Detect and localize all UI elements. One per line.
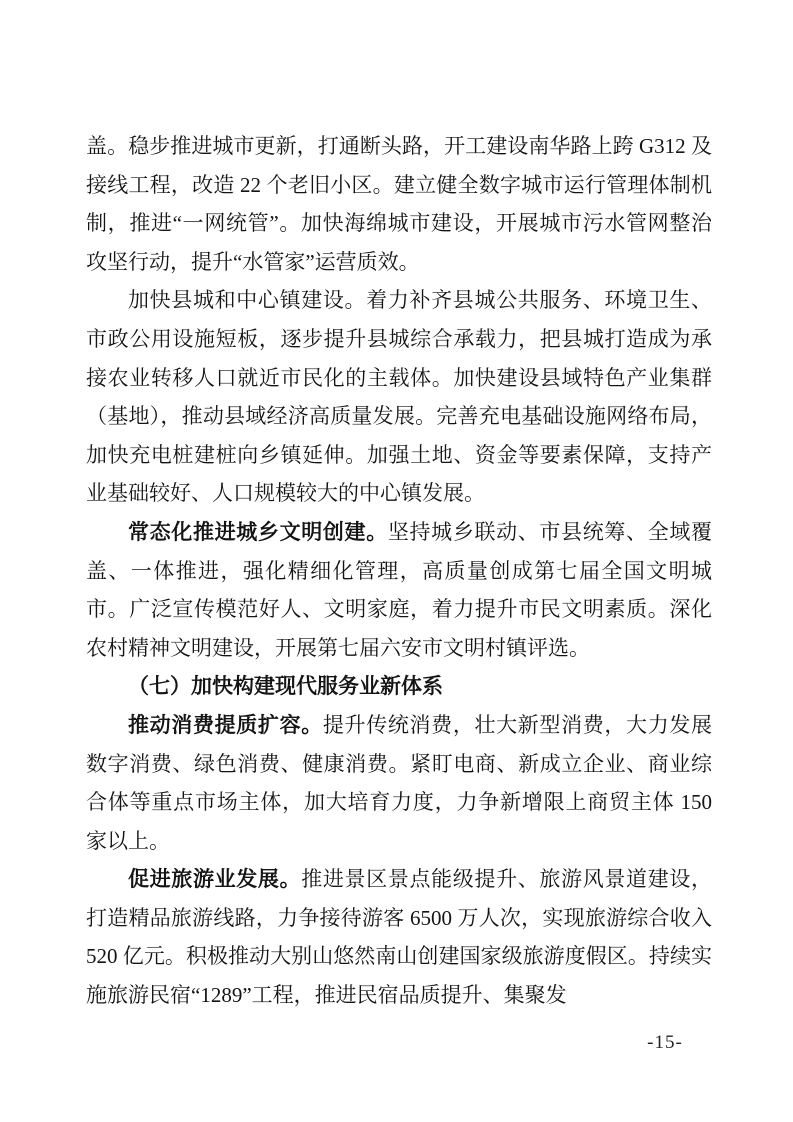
paragraph [86, 281, 712, 513]
paragraph-lead: 推动消费提质扩容。 [128, 712, 323, 737]
paragraph-lead: 常态化推进城乡文明创建。 [128, 519, 388, 544]
paragraph [86, 706, 712, 860]
paragraph-text: 推进景区景点能级提升、旅游风景道建设，打造精品旅游线路，力争接待游客 6500 万人次，实现旅游综合收入 520 亿元。积极推动大别山悠然南山创建国家级旅游度假区。持续实施旅游民宿“1289”工程，推进民宿品质提升、集聚发 [86, 867, 713, 1008]
paragraph-text: 提升传统消费，壮大新型消费，大力发展数字消费、绿色消费、健康消费。紧盯电商、新成立企业、商业综合体等重点市场主体，加大培育力度，力争新增限上商贸主体 150 家以上。 [86, 712, 713, 853]
paragraph-text: 坚持城乡联动、市县统筹、全域覆盖、一体推进，强化精细化管理，高质量创成第七届全国文明城市。广泛宣传模范好人、文明家庭，着力提升市民文明素质。深化农村精神文明建设，开展第七届六安市文明村镇评选。 [86, 519, 713, 660]
paragraph-text: 加快县城和中心镇建设。着力补齐县城公共服务、环境卫生、市政公用设施短板，逐步提升县城综合承载力，把县城打造成为承接农业转移人口就近市民化的主载体。加快建设县域特色产业集群（基地），推动县域经济高质量发展。完善充电基础设施网络布局，加快充电桩建桩向乡镇延伸。加强土地、资金等要素保障，支持产业基础较好、人口规模较大的中心镇发展。 [86, 288, 712, 506]
paragraph-text: 盖。稳步推进城市更新，打通断头路，开工建设南华路上跨 G312 及接线工程，改造 22 个老旧小区。建立健全数字城市运行管理体制机制，推进“一网统管”。加快海绵城市建设，开展城市污水管网整治攻坚行动，提升“水管家”运营质效。 [86, 134, 712, 274]
paragraph [86, 513, 712, 667]
body-text [86, 127, 712, 1015]
paragraph [86, 127, 712, 281]
page-number: -15- [647, 1032, 683, 1053]
section-heading-text: （七）加快构建现代服务业新体系 [128, 674, 443, 699]
section-heading [86, 667, 712, 706]
paragraph-lead: 促进旅游业发展。 [128, 867, 302, 892]
paragraph [86, 860, 712, 1014]
